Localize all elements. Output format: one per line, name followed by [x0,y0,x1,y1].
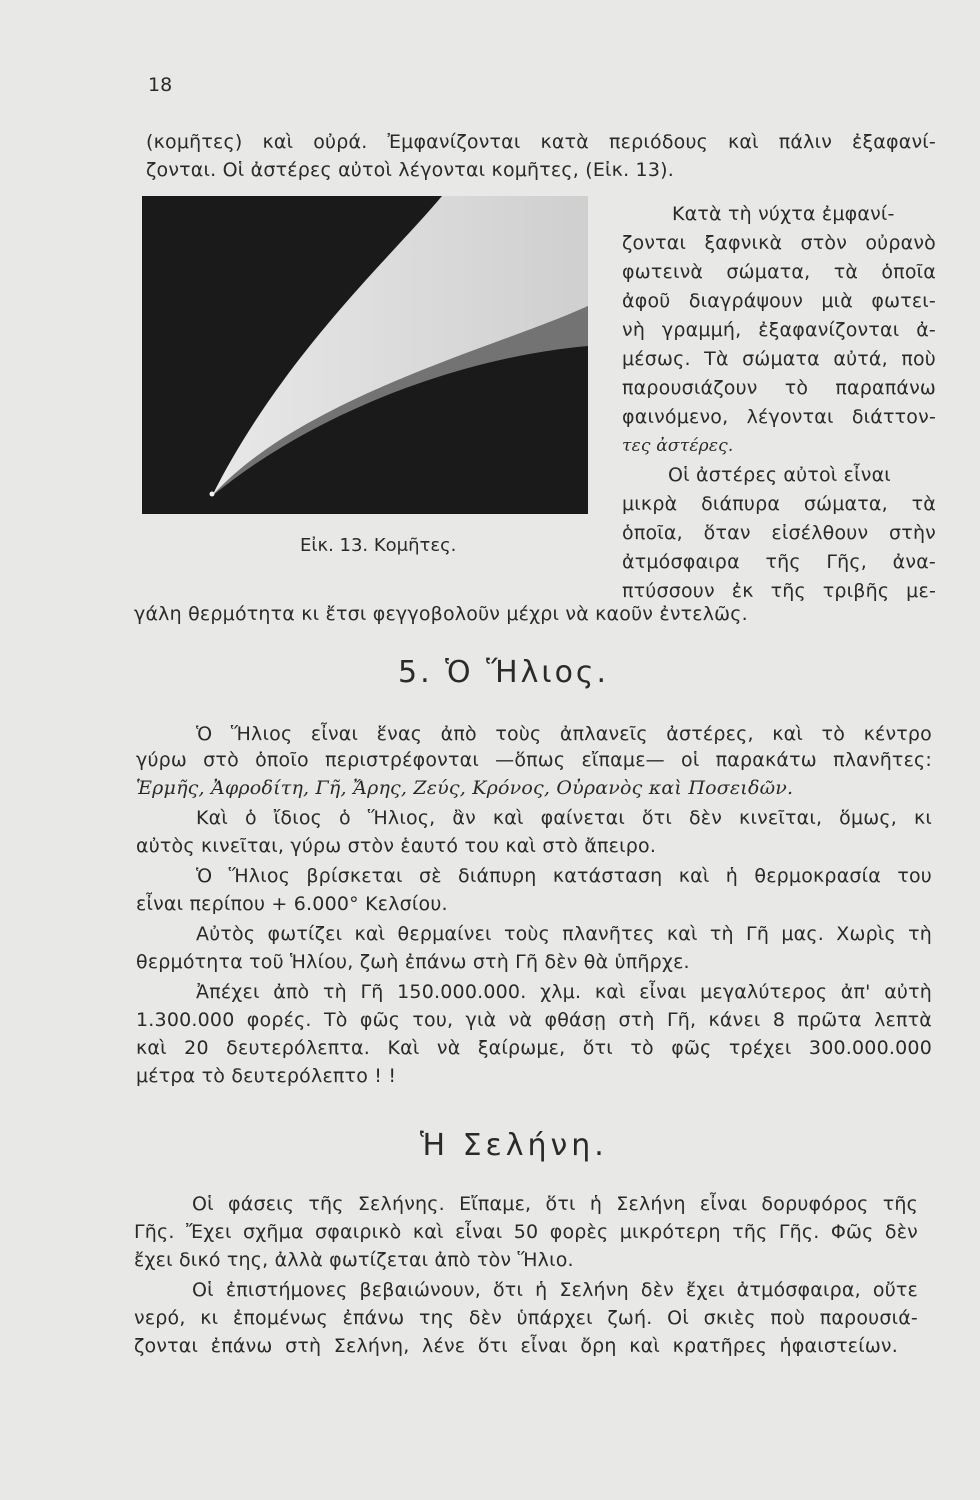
right-column-line: τες ἀστέρες. [622,436,734,456]
comet-head [210,492,215,497]
right-column-line: μικρὰ διάπυρα σώματα, τὰ [622,493,936,515]
moon-line: Γῆς. Ἔχει σχῆμα σφαιρικὸ καὶ εἶναι 50 φορὲς μικρότερη τῆς Γῆς. Φῶς δὲν [134,1221,918,1243]
sun-line: Ἀπέχει ἀπὸ τὴ Γῆ 150.000.000. χλμ. καὶ εἶναι μεγαλύτερος ἀπ' αὐτὴ [196,981,932,1003]
sun-line: θερμότητα τοῦ Ἡλίου, ζωὴ ἐπάνω στὴ Γῆ δὲν θὰ ὑπῆρχε. [136,951,690,973]
sun-heading: 5. Ὁ Ἥλιος. [398,655,610,690]
page-number: 18 [148,74,173,96]
sun-line: μέτρα τὸ δευτερόλεπτο ! ! [136,1065,397,1087]
right-column-line: φαινόμενο, λέγονται διάττον- [622,406,936,428]
intro-line: (κομῆτες) καὶ οὐρά. Ἐμφανίζονται κατὰ περιόδους καὶ πάλιν ἐξαφανί- [146,131,936,153]
right-column-line: φωτεινὰ σώματα, τὰ ὁποῖα [622,261,936,283]
intro-line: ζονται. Οἱ ἀστέρες αὐτοὶ λέγονται κομῆτες, (Εἰκ. 13). [146,159,674,181]
right-column-line: Οἱ ἀστέρες αὐτοὶ εἶναι [668,464,891,486]
after-figure-line: γάλη θερμότητα κι ἔτσι φεγγοβολοῦν μέχρι νὰ καοῦν ἐντελῶς. [134,603,748,625]
sun-line: 1.300.000 φορές. Τὸ φῶς του, γιὰ νὰ φθάσῃ στὴ Γῆ, κάνει 8 πρῶτα λεπτὰ [136,1009,932,1031]
sun-line: Ὁ Ἥλιος εἶναι ἕνας ἀπὸ τοὺς ἀπλανεῖς ἀστέρες, καὶ τὸ κέντρο [196,723,932,745]
right-column-line: ὁποῖα, ὅταν εἰσέλθουν στὴν [622,522,936,544]
sun-line: Αὐτὸς φωτίζει καὶ θερμαίνει τοὺς πλανῆτες καὶ τὴ Γῆ μας. Χωρὶς τὴ [196,923,932,945]
comet-illustration [142,196,588,514]
right-column-line: νὴ γραμμή, ἐξαφανίζονται ἀ- [622,319,936,341]
moon-line: Οἱ ἐπιστήμονες βεβαιώνουν, ὅτι ἡ Σελήνη δὲν ἔχει ἀτμόσφαιρα, οὔτε [192,1279,918,1301]
sun-line: Καὶ ὁ ἴδιος ὁ Ἥλιος, ἂν καὶ φαίνεται ὅτι δὲν κινεῖται, ὅμως, κι [196,807,932,829]
right-column-line: ἀτμόσφαιρα τῆς Γῆς, ἀνα- [622,551,936,573]
right-column-line: Κατὰ τὴ νύχτα ἐμφανί- [672,203,895,225]
moon-line: Οἱ φάσεις τῆς Σελήνης. Εἴπαμε, ὅτι ἡ Σελήνη εἶναι δορυφόρος τῆς [192,1193,918,1215]
sun-line: εἶναι περίπου + 6.000° Κελσίου. [136,893,448,915]
moon-line: ἔχει δικό της, ἀλλὰ φωτίζεται ἀπὸ τὸν Ἥλιο. [134,1249,574,1271]
right-column-line: ἀφοῦ διαγράψουν μιὰ φωτει- [622,290,936,312]
right-column-line: πτύσσουν ἐκ τῆς τριβῆς με- [622,580,936,602]
sun-line: Ἑρμῆς, Ἀφροδίτη, Γῆ, Ἄρης, Ζεύς, Κρόνος, Οὐρανὸς καὶ Ποσειδῶν. [136,777,794,799]
right-column-line: μέσως. Τὰ σώματα αὐτά, ποὺ [622,348,936,370]
sun-line: αὐτὸς κινεῖται, γύρω στὸν ἑαυτό του καὶ στὸ ἄπειρο. [136,835,657,857]
sun-line: Ὁ Ἥλιος βρίσκεται σὲ διάπυρη κατάσταση καὶ ἡ θερμοκρασία του [196,865,932,887]
sun-line: γύρω στὸ ὁποῖο περιστρέφονται —ὅπως εἴπαμε— οἱ παρακάτω πλανῆτες: [136,749,932,771]
right-column-line: παρουσιάζουν τὸ παραπάνω [622,377,936,399]
figure-caption: Εἰκ. 13. Κομῆτες. [300,535,457,556]
sun-line: καὶ 20 δευτερόλεπτα. Καὶ νὰ ξαίρωμε, ὅτι τὸ φῶς τρέχει 300.000.000 [136,1037,932,1059]
moon-line: ζονται ἐπάνω στὴ Σελήνη, λένε ὅτι εἶναι ὄρη καὶ κρατῆρες ἡφαιστείων. [134,1335,898,1357]
right-column-line: ζονται ξαφνικὰ στὸν οὐρανὸ [622,232,936,254]
comet-figure [142,196,588,514]
moon-line: νερό, κι ἐπομένως ἐπάνω της δὲν ὑπάρχει ζωή. Οἱ σκιὲς ποὺ παρουσιά- [134,1307,918,1329]
moon-heading: Ἡ Σελήνη. [420,1128,608,1163]
